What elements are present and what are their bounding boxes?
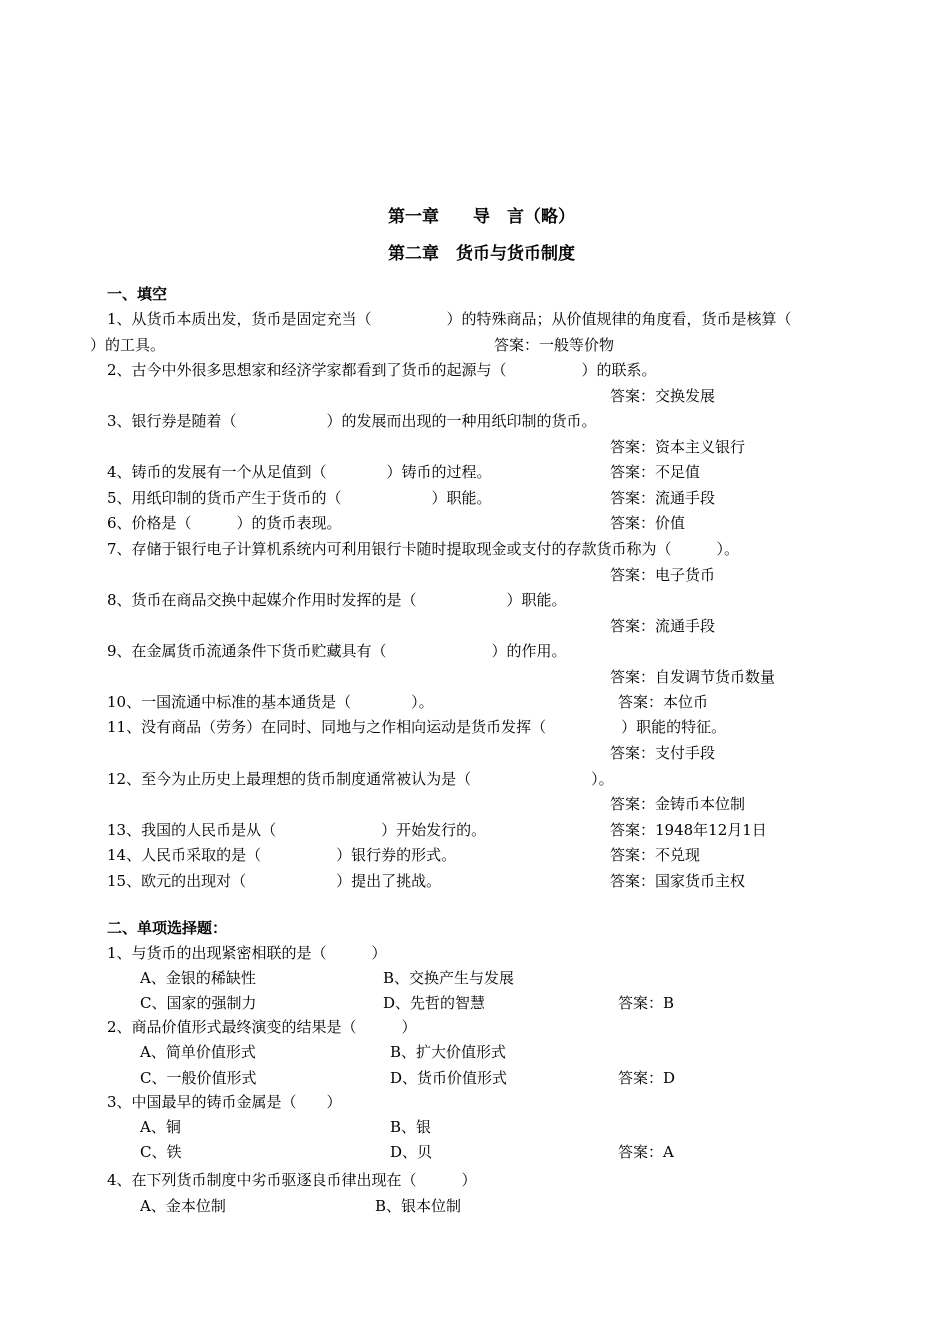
choice-question-3: 3、中国最早的铸币金属是（ ） xyxy=(107,1093,342,1111)
question-9: 9、在金属货币流通条件下货币贮藏具有（ ）的作用。 xyxy=(107,642,567,660)
section-fill-in-heading: 一、填空 xyxy=(107,285,168,303)
choice-2-answer: 答案：D xyxy=(618,1069,676,1087)
question-2-answer: 答案：交换发展 xyxy=(610,387,716,405)
choice-3-answer: 答案：A xyxy=(618,1143,674,1161)
choice-3-option-c: C、铁 xyxy=(140,1143,182,1161)
choice-1-option-c: C、国家的强制力 xyxy=(140,994,257,1012)
question-15: 15、欧元的出现对（ ）提出了挑战。 xyxy=(107,872,442,890)
question-1-answer: 答案：一般等价物 xyxy=(494,336,615,354)
question-5: 5、用纸印制的货币产生于货币的（ ）职能。 xyxy=(107,489,492,507)
choice-1-option-a: A、金银的稀缺性 xyxy=(140,969,256,987)
question-5-answer: 答案：流通手段 xyxy=(610,489,716,507)
question-6-answer: 答案：价值 xyxy=(610,514,686,532)
question-14: 14、人民币采取的是（ ）银行券的形式。 xyxy=(107,846,457,864)
choice-4-option-a: A、金本位制 xyxy=(140,1197,226,1215)
question-14-answer: 答案：不兑现 xyxy=(610,846,701,864)
question-4: 4、铸币的发展有一个从足值到（ ）铸币的过程。 xyxy=(107,463,492,481)
question-3-answer: 答案：资本主义银行 xyxy=(610,438,746,456)
chapter2-title: 第二章 货币与货币制度 xyxy=(388,244,575,264)
question-11-answer: 答案：支付手段 xyxy=(610,744,716,762)
choice-2-option-b: B、扩大价值形式 xyxy=(390,1043,507,1061)
chapter1-title: 第一章 导 言（略） xyxy=(388,207,575,227)
choice-question-2: 2、商品价值形式最终演变的结果是（ ） xyxy=(107,1018,417,1036)
choice-2-option-a: A、简单价值形式 xyxy=(140,1043,256,1061)
choice-4-option-b: B、银本位制 xyxy=(375,1197,462,1215)
question-4-answer: 答案：不足值 xyxy=(610,463,701,481)
choice-1-option-d: D、先哲的智慧 xyxy=(383,994,486,1012)
question-12: 12、至今为止历史上最理想的货币制度通常被认为是（ ）。 xyxy=(107,770,614,788)
question-12-answer: 答案：金铸币本位制 xyxy=(610,795,746,813)
choice-1-answer: 答案：B xyxy=(618,994,675,1012)
choice-1-option-b: B、交换产生与发展 xyxy=(383,969,515,987)
choice-3-option-a: A、铜 xyxy=(140,1118,181,1136)
question-11: 11、没有商品（劳务）在同时、同地与之作相向运动是货币发挥（ ）职能的特征。 xyxy=(107,718,727,736)
question-7-answer: 答案：电子货币 xyxy=(610,566,716,584)
question-9-answer: 答案：自发调节货币数量 xyxy=(610,668,776,686)
choice-3-option-d: D、贝 xyxy=(390,1143,433,1161)
question-1-line1: 1、从货币本质出发，货币是固定充当（ ）的特殊商品；从价值规律的角度看，货币是核算（ xyxy=(107,310,792,328)
question-13: 13、我国的人民币是从（ ）开始发行的。 xyxy=(107,821,487,839)
question-15-answer: 答案：国家货币主权 xyxy=(610,872,746,890)
question-6: 6、价格是（ ）的货币表现。 xyxy=(107,514,342,532)
question-7: 7、存储于银行电子计算机系统内可利用银行卡随时提取现金或支付的存款货币称为（ ）。 xyxy=(107,540,740,558)
choice-question-4: 4、在下列货币制度中劣币驱逐良币律出现在（ ） xyxy=(107,1171,477,1189)
choice-2-option-c: C、一般价值形式 xyxy=(140,1069,257,1087)
question-8-answer: 答案：流通手段 xyxy=(610,617,716,635)
question-13-answer: 答案：1948年12月1日 xyxy=(610,821,767,839)
question-1-line2: ）的工具。 xyxy=(90,336,166,354)
choice-question-1: 1、与货币的出现紧密相联的是（ ） xyxy=(107,944,387,962)
section-single-choice-heading: 二、单项选择题： xyxy=(107,919,228,937)
question-10: 10、一国流通中标准的基本通货是（ ）。 xyxy=(107,693,434,711)
choice-3-option-b: B、银 xyxy=(390,1118,432,1136)
choice-2-option-d: D、货币价值形式 xyxy=(390,1069,508,1087)
question-3: 3、银行券是随着（ ）的发展而出现的一种用纸印制的货币。 xyxy=(107,412,597,430)
question-8: 8、货币在商品交换中起媒介作用时发挥的是（ ）职能。 xyxy=(107,591,567,609)
question-2: 2、古今中外很多思想家和经济学家都看到了货币的起源与（ ）的联系。 xyxy=(107,361,657,379)
question-10-answer: 答案：本位币 xyxy=(618,693,709,711)
